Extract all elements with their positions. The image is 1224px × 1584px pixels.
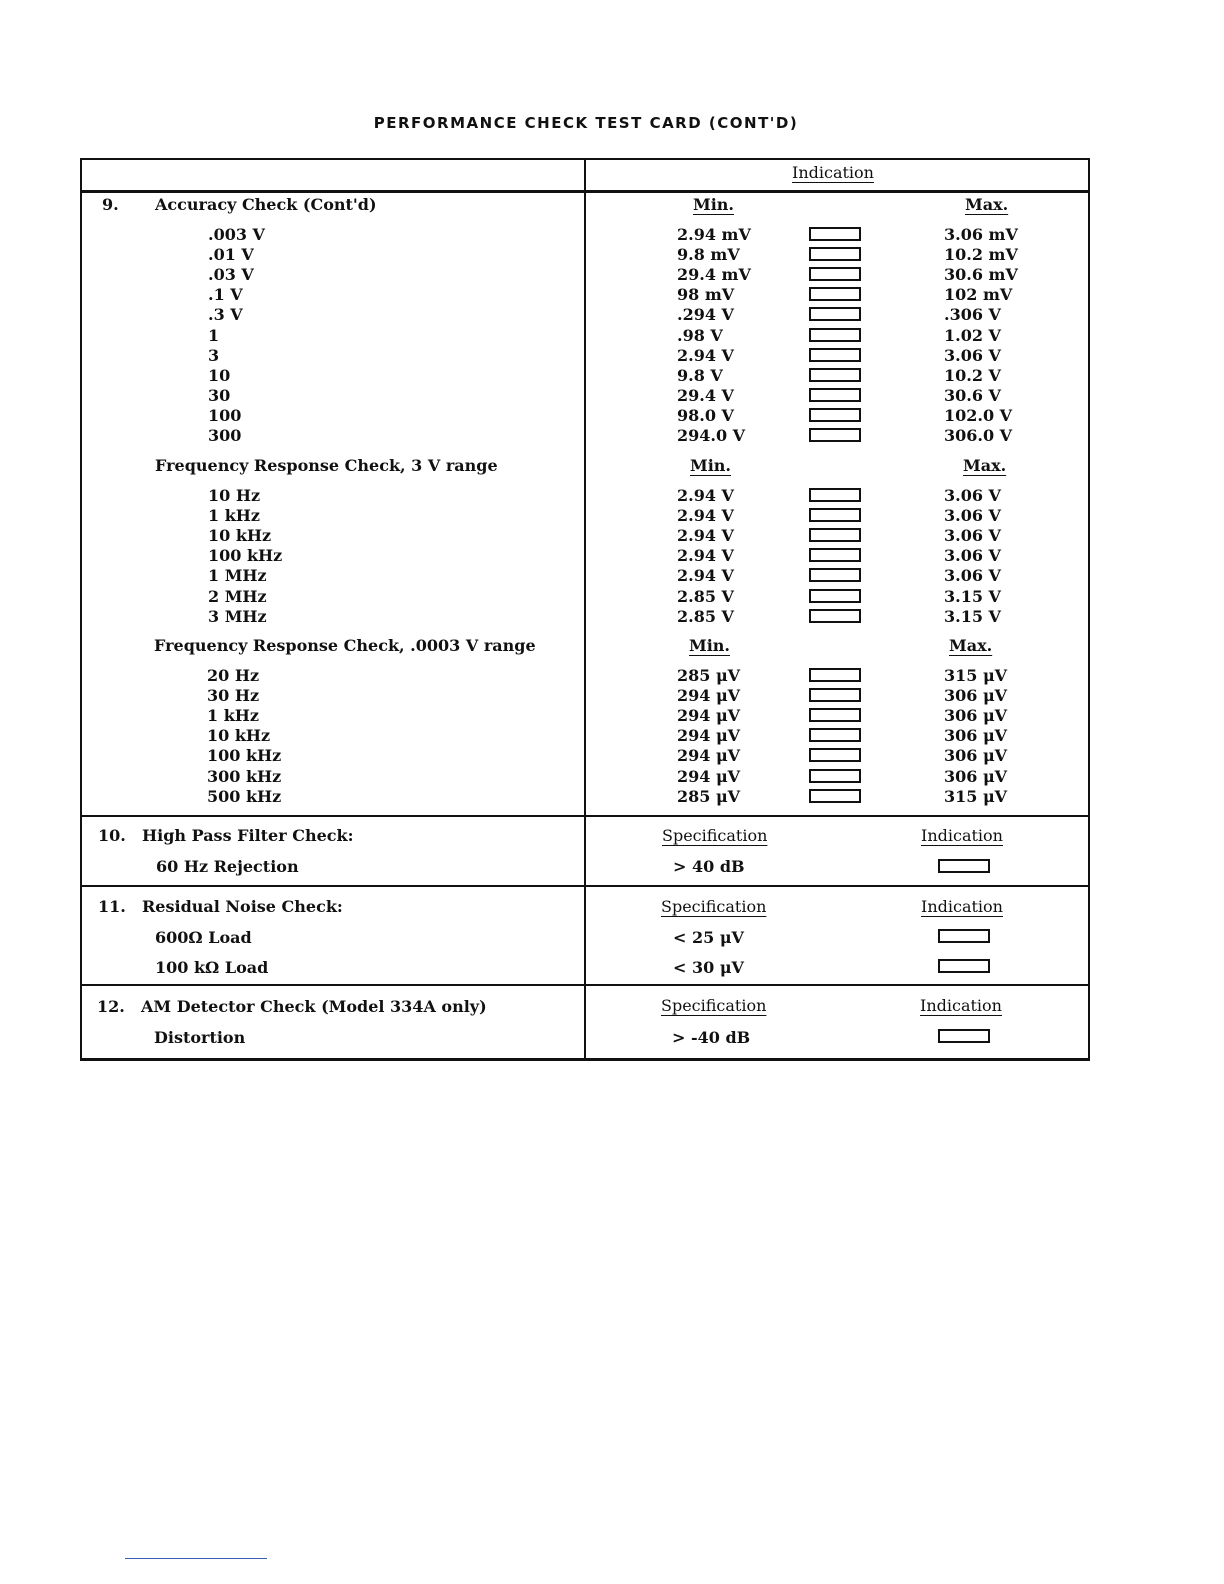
indication-checkbox[interactable] <box>809 508 861 522</box>
min-value: 2.94 V <box>677 566 734 586</box>
frequency-label: 1 MHz <box>208 566 267 586</box>
min-value: 2.94 V <box>677 345 734 365</box>
freq0003-label: Frequency Response Check, .0003 V range <box>154 636 536 655</box>
max-value: 1.02 V <box>944 325 1001 345</box>
section-label: AM Detector Check (Model 334A only) <box>141 997 487 1016</box>
section-number: 9. <box>102 195 119 214</box>
table-column-divider <box>584 158 586 1061</box>
indication-checkbox[interactable] <box>809 388 861 402</box>
section-label: High Pass Filter Check: <box>142 826 354 845</box>
max-value: 306 μV <box>944 686 1008 706</box>
indication-checkbox[interactable] <box>809 428 861 442</box>
section-number: 10. <box>98 826 126 845</box>
spec-value: > -40 dB <box>672 1028 751 1047</box>
indication-checkbox[interactable] <box>809 227 861 241</box>
table-header-divider <box>82 190 1090 193</box>
max-value: 3.06 V <box>944 486 1001 505</box>
max-value: 3.06 V <box>944 345 1001 365</box>
indication-checkbox[interactable] <box>809 589 861 603</box>
spec-header: Specification <box>661 897 767 916</box>
spec-header: Specification <box>661 996 767 1015</box>
max-value: 10.2 mV <box>944 245 1018 265</box>
min-value: 285 μV <box>677 786 741 806</box>
max-value: 3.15 V <box>944 606 1001 626</box>
indication-checkbox[interactable] <box>809 267 861 281</box>
frequency-label: 1 kHz <box>207 706 259 726</box>
frequency-label: 20 Hz <box>207 666 260 685</box>
min-value: 294 μV <box>677 686 741 706</box>
range-label: .01 V <box>208 245 254 265</box>
indication-checkbox[interactable] <box>809 408 861 422</box>
max-value: 306 μV <box>944 726 1008 746</box>
min-value: 98 mV <box>677 285 735 305</box>
frequency-label: 10 Hz <box>208 486 261 505</box>
min-value: 2.94 V <box>677 486 734 505</box>
max-value: 3.06 V <box>944 566 1001 586</box>
indication-checkbox[interactable] <box>809 307 861 321</box>
spec-header: Specification <box>662 826 768 845</box>
frequency-label: 10 kHz <box>208 526 272 546</box>
test-item: 600Ω Load <box>155 928 252 947</box>
spec-value: < 25 μV <box>673 928 744 947</box>
max-value: 306 μV <box>944 766 1008 786</box>
max-value: 3.06 V <box>944 546 1001 566</box>
min-value: 29.4 V <box>677 385 734 405</box>
freq3-min-header: Min. <box>690 456 731 475</box>
indication-col-header: Indication <box>921 897 1003 916</box>
max-header: Max. <box>965 195 1009 214</box>
range-label: 10 <box>208 365 231 385</box>
frequency-label: 1 kHz <box>208 506 260 526</box>
range-label: 1 <box>208 325 220 345</box>
table-left-border <box>80 158 82 1061</box>
min-value: 2.85 V <box>677 606 734 626</box>
min-value: .98 V <box>677 325 723 345</box>
frequency-label: 300 kHz <box>207 766 282 786</box>
max-value: 102 mV <box>944 285 1013 305</box>
min-value: 294 μV <box>677 726 741 746</box>
max-value: 10.2 V <box>944 365 1001 385</box>
range-label: 300 <box>208 426 242 445</box>
test-item: 100 kΩ Load <box>155 958 269 977</box>
spec-value: < 30 μV <box>673 958 744 977</box>
max-value: 102.0 V <box>944 405 1013 425</box>
indication-checkbox[interactable] <box>809 789 861 803</box>
min-header: Min. <box>693 195 734 214</box>
indication-checkbox[interactable] <box>809 688 861 702</box>
max-value: 306 μV <box>944 706 1008 726</box>
frequency-label: 100 kHz <box>207 746 282 766</box>
min-value: 285 μV <box>677 666 741 685</box>
max-value: .306 V <box>944 305 1001 325</box>
max-value: 3.06 mV <box>944 225 1018 244</box>
range-label: .3 V <box>208 305 243 325</box>
frequency-label: 10 kHz <box>207 726 271 746</box>
indication-checkbox[interactable] <box>809 708 861 722</box>
indication-checkbox[interactable] <box>938 929 990 943</box>
indication-checkbox[interactable] <box>938 1029 990 1043</box>
freq0003-min-header: Min. <box>689 636 730 655</box>
min-value: 29.4 mV <box>677 265 751 285</box>
max-value: 3.06 V <box>944 526 1001 546</box>
max-value: 3.15 V <box>944 586 1001 606</box>
frequency-label: 2 MHz <box>208 586 267 606</box>
page-title: PERFORMANCE CHECK TEST CARD (CONT'D) <box>373 114 799 132</box>
indication-checkbox[interactable] <box>809 668 861 682</box>
max-value: 315 μV <box>944 786 1008 806</box>
indication-checkbox[interactable] <box>809 247 861 261</box>
min-value: 2.94 V <box>677 506 734 526</box>
min-value: 2.94 V <box>677 526 734 546</box>
test-item: Distortion <box>154 1028 246 1047</box>
min-value: 98.0 V <box>677 405 734 425</box>
min-value: 294 μV <box>677 766 741 786</box>
indication-checkbox[interactable] <box>809 488 861 502</box>
spec-value: > 40 dB <box>673 857 745 876</box>
frequency-label: 500 kHz <box>207 786 282 806</box>
range-label: .1 V <box>208 285 243 305</box>
max-value: 3.06 V <box>944 506 1001 526</box>
freq3-max-header: Max. <box>963 456 1007 475</box>
indication-checkbox[interactable] <box>809 287 861 301</box>
section-label: Residual Noise Check: <box>142 897 343 916</box>
min-value: 2.94 V <box>677 546 734 566</box>
min-value: 9.8 mV <box>677 245 740 265</box>
section-label: Accuracy Check (Cont'd) <box>155 195 377 214</box>
test-item: 60 Hz Rejection <box>156 857 299 876</box>
table-top-border <box>82 158 1090 160</box>
section-number: 11. <box>98 897 126 916</box>
frequency-label: 100 kHz <box>208 546 283 566</box>
max-value: 306 μV <box>944 746 1008 766</box>
range-label: .03 V <box>208 265 254 285</box>
indication-checkbox[interactable] <box>809 748 861 762</box>
indication-col-header: Indication <box>921 826 1003 845</box>
max-value: 315 μV <box>944 666 1008 685</box>
frequency-label: 3 MHz <box>208 606 267 626</box>
indication-checkbox[interactable] <box>809 328 861 342</box>
indication-checkbox[interactable] <box>809 528 861 542</box>
section-number: 12. <box>97 997 125 1016</box>
indication-checkbox[interactable] <box>809 368 861 382</box>
indication-header: Indication <box>792 163 874 182</box>
range-label: .003 V <box>208 225 265 244</box>
freq0003-max-header: Max. <box>949 636 993 655</box>
min-value: 294 μV <box>677 706 741 726</box>
max-value: 30.6 mV <box>944 265 1018 285</box>
min-value: 294 μV <box>677 746 741 766</box>
indication-checkbox[interactable] <box>809 348 861 362</box>
range-label: 30 <box>208 385 231 405</box>
indication-checkbox[interactable] <box>809 548 861 562</box>
range-label: 3 <box>208 345 220 365</box>
indication-checkbox[interactable] <box>809 609 861 623</box>
max-value: 30.6 V <box>944 385 1001 405</box>
indication-checkbox[interactable] <box>938 859 990 873</box>
min-value: 9.8 V <box>677 365 723 385</box>
table-right-border <box>1088 158 1090 1061</box>
indication-col-header: Indication <box>920 996 1002 1015</box>
indication-checkbox[interactable] <box>809 728 861 742</box>
indication-checkbox[interactable] <box>938 959 990 973</box>
frequency-label: 30 Hz <box>207 686 260 706</box>
max-value: 306.0 V <box>944 426 1013 445</box>
indication-checkbox[interactable] <box>809 568 861 582</box>
indication-checkbox[interactable] <box>809 769 861 783</box>
min-value: .294 V <box>677 305 734 325</box>
min-value: 2.85 V <box>677 586 734 606</box>
footer-rule <box>125 1558 267 1559</box>
freq3-label: Frequency Response Check, 3 V range <box>155 456 498 475</box>
min-value: 2.94 mV <box>677 225 751 244</box>
range-label: 100 <box>208 405 242 425</box>
min-value: 294.0 V <box>677 426 746 445</box>
